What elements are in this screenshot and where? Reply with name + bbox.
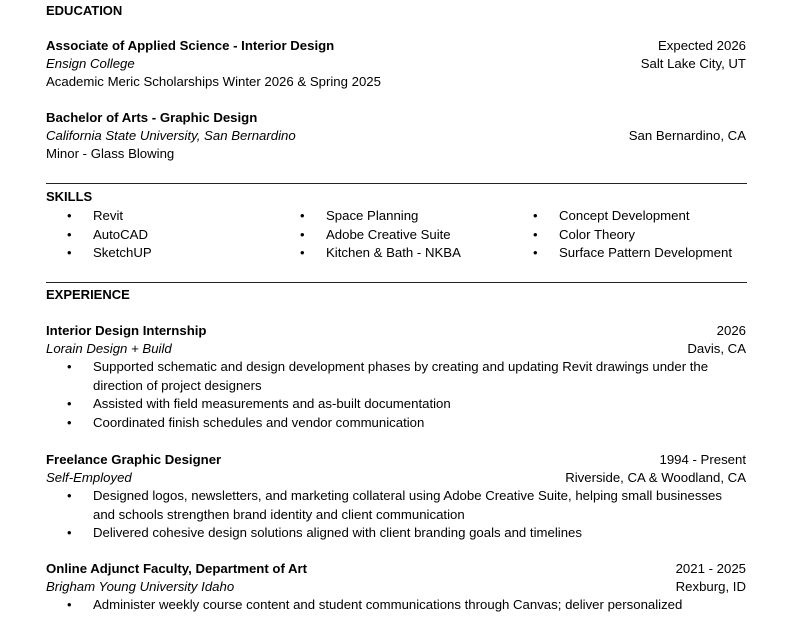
education-location: Salt Lake City, UT bbox=[640, 56, 746, 71]
job-bullet: • Administer weekly course content and student communications through Canvas; deliver personalized bbox=[46, 596, 736, 615]
skills-column bbox=[512, 207, 745, 263]
skills-grid bbox=[46, 207, 746, 263]
job-company: Lorain Design + Build bbox=[46, 341, 172, 356]
skill-item: • SketchUP bbox=[46, 244, 279, 263]
skill-item: • Adobe Creative Suite bbox=[279, 226, 512, 245]
job-bullet: • Supported schematic and design development phases by creating and updating Revit drawings under the direction of project designers bbox=[46, 358, 736, 395]
job-role: Interior Design Internship bbox=[46, 323, 207, 338]
skills-heading: SKILLS bbox=[46, 189, 93, 204]
job-bullet: • Coordinated finish schedules and vendor communication bbox=[46, 414, 736, 433]
education-note: Academic Meric Scholarships Winter 2026 & Spring 2025 bbox=[46, 74, 381, 89]
section-divider bbox=[46, 282, 747, 283]
job-location: Davis, CA bbox=[687, 341, 746, 356]
job-location: Riverside, CA & Woodland, CA bbox=[565, 470, 746, 485]
job-entry bbox=[46, 322, 746, 432]
job-role: Freelance Graphic Designer bbox=[46, 452, 222, 467]
experience-heading: EXPERIENCE bbox=[46, 287, 130, 302]
job-company: Self-Employed bbox=[46, 470, 132, 485]
job-date: 2026 bbox=[716, 323, 746, 338]
education-entry bbox=[46, 37, 746, 91]
job-bullet: • Designed logos, newsletters, and marketing collateral using Adobe Creative Suite, helping small businesses and schools strengthen brand identity and client communication bbox=[46, 487, 736, 524]
job-date: 2021 - 2025 bbox=[675, 561, 746, 576]
education-school: California State University, San Bernardino bbox=[46, 128, 296, 143]
skills-column bbox=[279, 207, 512, 263]
skills-column bbox=[46, 207, 279, 263]
skill-item: • Space Planning bbox=[279, 207, 512, 226]
education-degree: Bachelor of Arts - Graphic Design bbox=[46, 110, 258, 125]
education-school: Ensign College bbox=[46, 56, 135, 71]
job-date: 1994 - Present bbox=[659, 452, 746, 467]
job-role: Online Adjunct Faculty, Department of Art bbox=[46, 561, 308, 576]
skill-item: • Concept Development bbox=[512, 207, 745, 226]
job-bullet: • Assisted with field measurements and as-built documentation bbox=[46, 395, 736, 414]
education-location: San Bernardino, CA bbox=[628, 128, 746, 143]
job-company: Brigham Young University Idaho bbox=[46, 579, 235, 594]
skill-item: • Kitchen & Bath - NKBA bbox=[279, 244, 512, 263]
job-entry bbox=[46, 560, 746, 615]
job-bullet: • Delivered cohesive design solutions aligned with client branding goals and timelines bbox=[46, 524, 736, 543]
job-entry bbox=[46, 451, 746, 543]
section-divider bbox=[46, 183, 747, 184]
education-note: Minor - Glass Blowing bbox=[46, 146, 175, 161]
skill-item: • Revit bbox=[46, 207, 279, 226]
skill-item: • Color Theory bbox=[512, 226, 745, 245]
education-date: Expected 2026 bbox=[658, 38, 746, 53]
education-heading: EDUCATION bbox=[46, 3, 123, 18]
skill-item: • AutoCAD bbox=[46, 226, 279, 245]
education-entry bbox=[46, 109, 746, 163]
skill-item: • Surface Pattern Development bbox=[512, 244, 745, 263]
job-location: Rexburg, ID bbox=[675, 579, 746, 594]
education-degree: Associate of Applied Science - Interior Design bbox=[46, 38, 335, 53]
